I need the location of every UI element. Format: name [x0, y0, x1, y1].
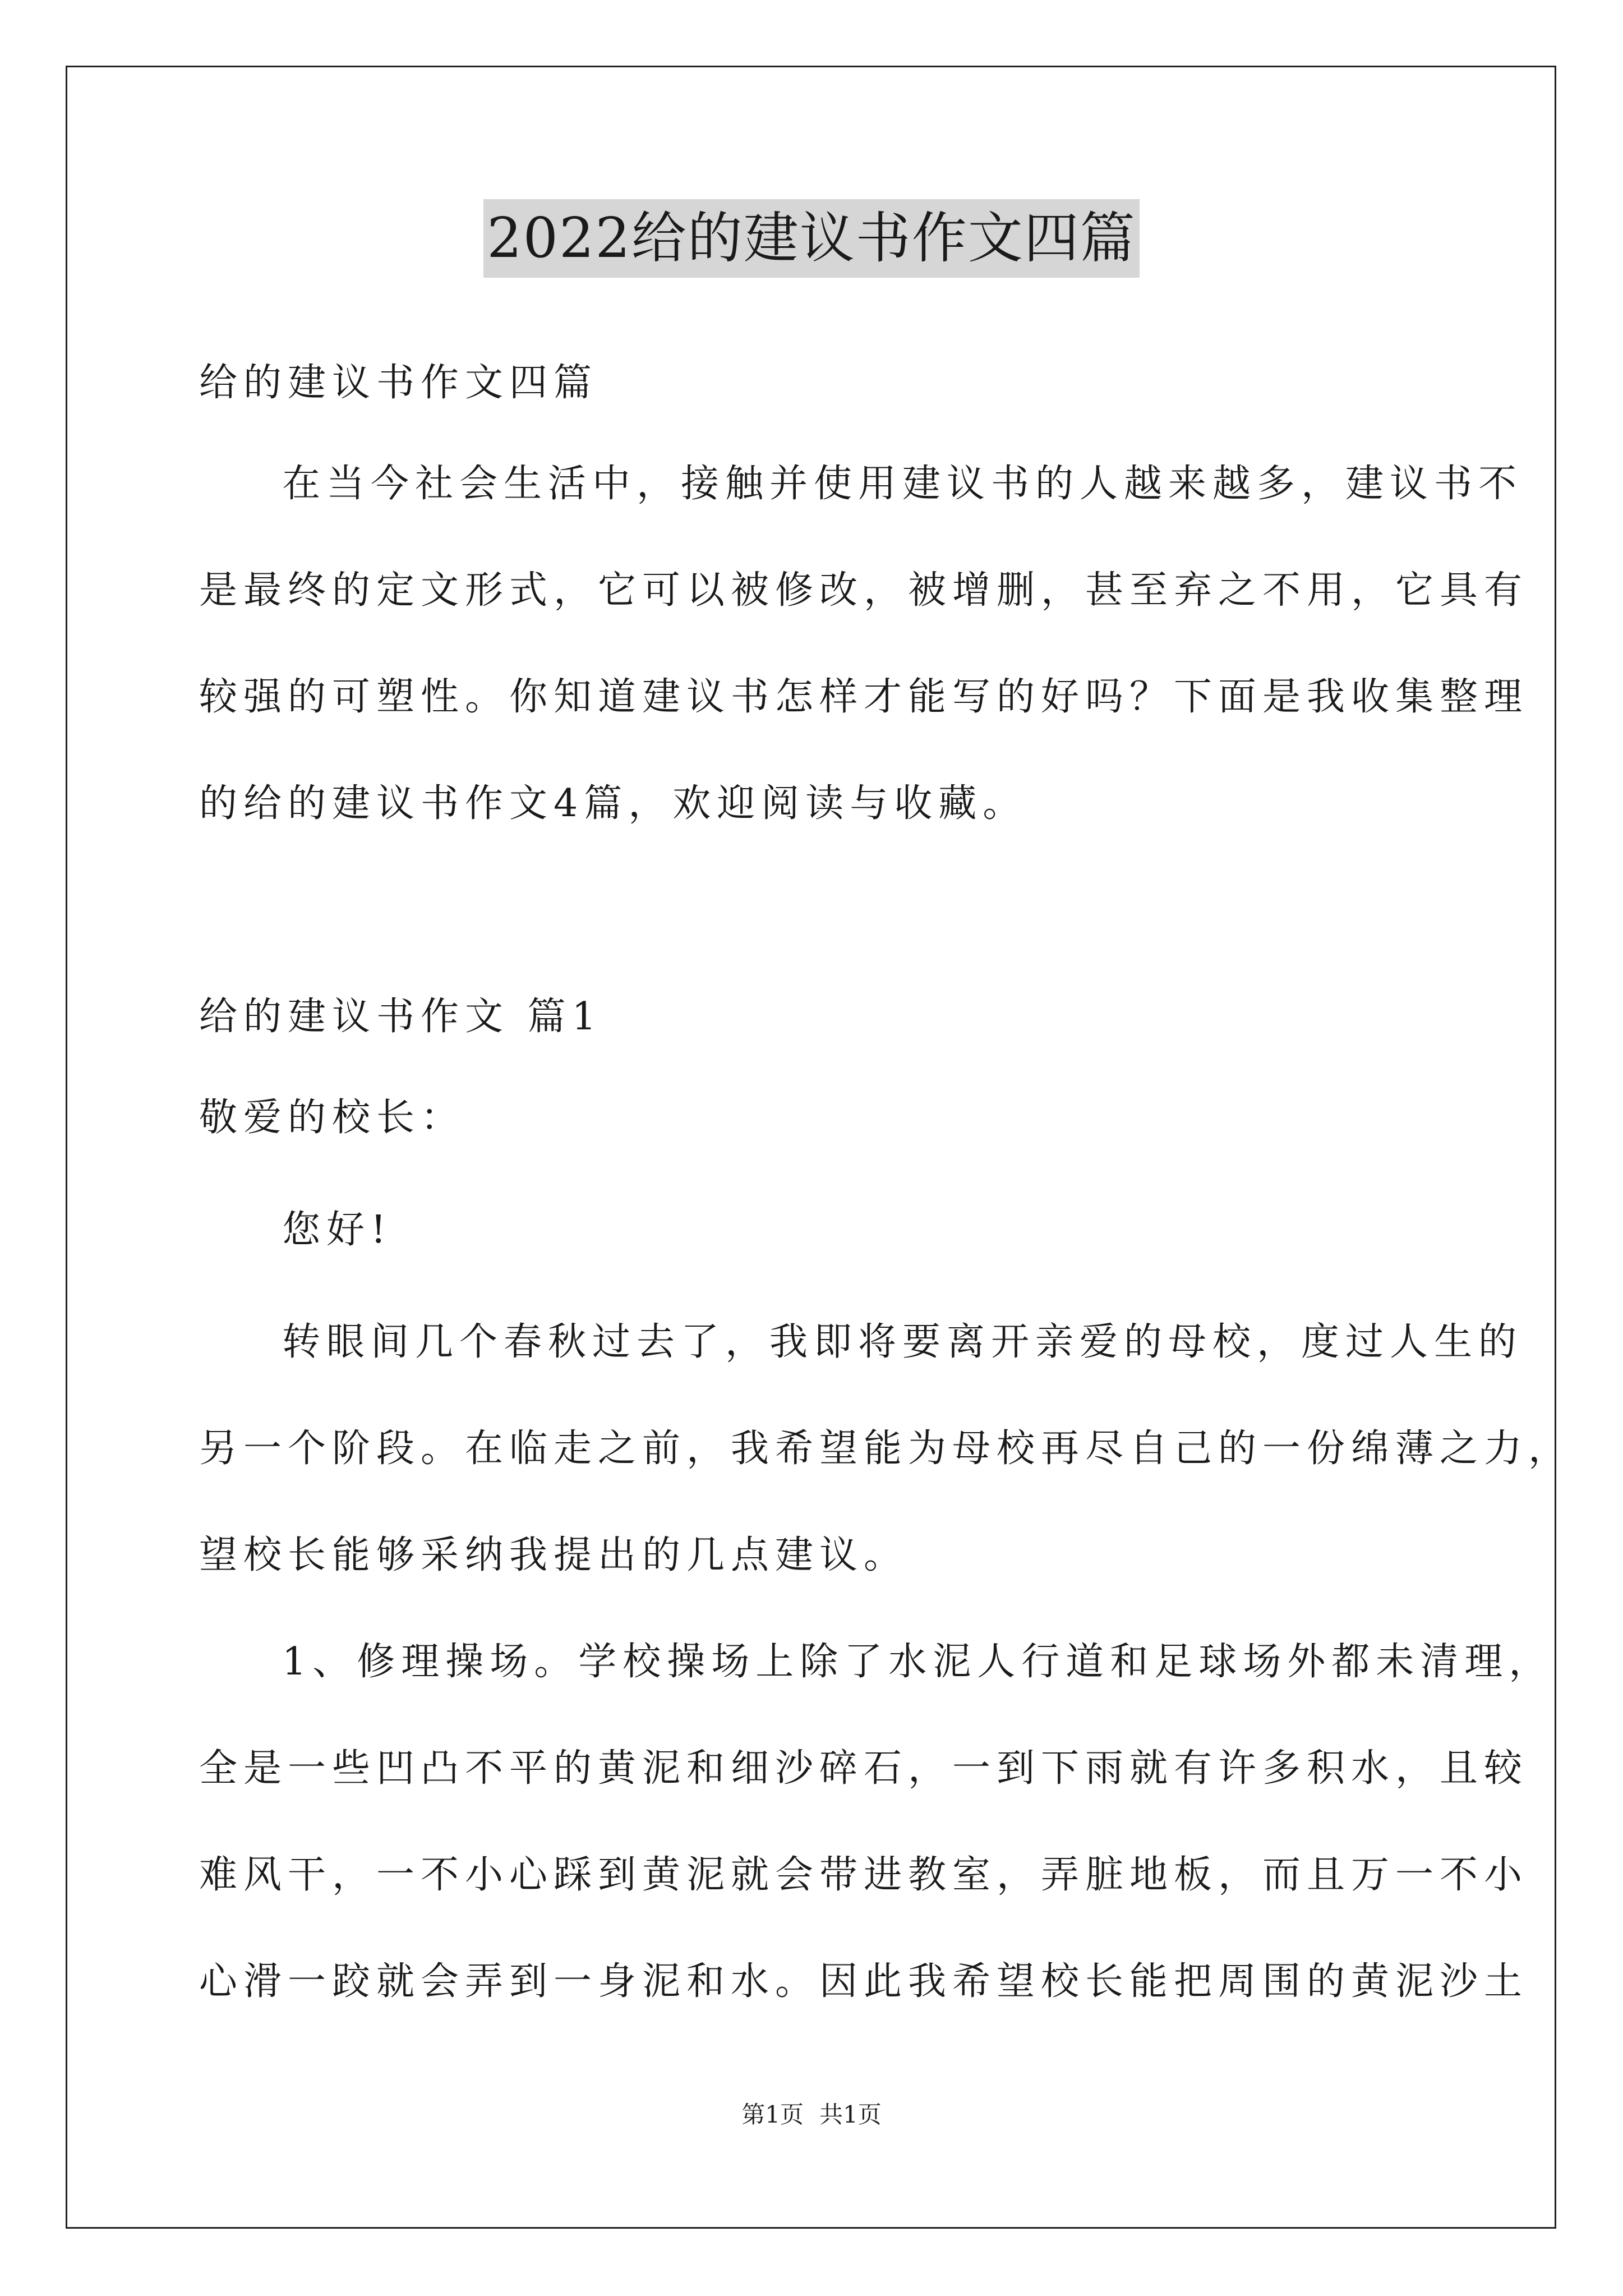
paragraph-line: 难风干，一不小心踩到黄泥就会带进教室，弄脏地板，而且万一不小: [199, 1853, 1529, 1897]
page-footer: [0, 2098, 1623, 2132]
paragraph-line: 在当今社会生活中，接触并使用建议书的人越来越多，建议书不: [282, 462, 1523, 506]
page-total: 共1页: [819, 2101, 882, 2128]
paragraph-line: 较强的可塑性。你知道建议书怎样才能写的好吗？下面是我收集整理: [199, 675, 1529, 719]
title-container: [0, 199, 1623, 278]
paragraph-line: 全是一些凹凸不平的黄泥和细沙碎石，一到下雨就有许多积水，且较: [199, 1746, 1529, 1791]
document-title: 2022给的建议书作文四篇: [483, 199, 1139, 278]
paragraph-line: 另一个阶段。在临走之前，我希望能为母校再尽自己的一份绵薄之力，: [199, 1427, 1573, 1471]
paragraph-line: 望校长能够采纳我提出的几点建议。: [199, 1533, 909, 1577]
paragraph-line: 1、修理操场。学校操场上除了水泥人行道和足球场外都未清理，: [282, 1640, 1553, 1684]
subtitle-line: 给的建议书作文四篇: [199, 361, 598, 405]
greeting-line: 您好!: [282, 1208, 393, 1252]
section-heading: 给的建议书作文 篇1: [199, 995, 602, 1039]
page-number: 第1页: [741, 2101, 804, 2128]
paragraph-line: 心滑一跤就会弄到一身泥和水。因此我希望校长能把周围的黄泥沙土: [199, 1959, 1529, 2004]
salutation-line: 敬爱的校长：: [199, 1096, 465, 1140]
paragraph-line: 的给的建议书作文4篇，欢迎阅读与收藏。: [199, 781, 1027, 826]
paragraph-line: 是最终的定文形式，它可以被修改，被增删，甚至弃之不用，它具有: [199, 568, 1529, 613]
paragraph-line: 转眼间几个春秋过去了，我即将要离开亲爱的母校，度过人生的: [282, 1320, 1523, 1364]
